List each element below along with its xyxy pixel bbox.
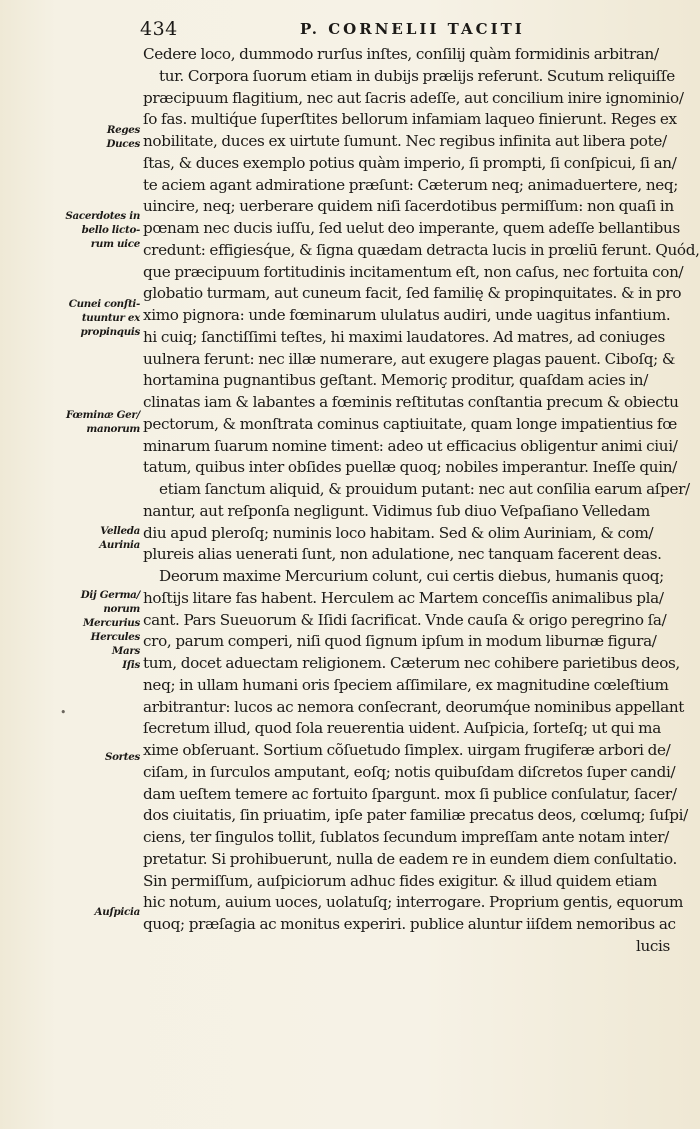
text-line: etiam ſanctum aliquid, & prouidum putant: nec aut conſilia earum aſper/: [159, 480, 690, 498]
text-line: Deorum maxime Mercurium colunt, cui certis diebus, humanis quoq;: [159, 567, 664, 585]
text-line: ſecretum illud, quod ſola reuerentia uident. Auſpicia, ſorteſq; ut qui ma: [143, 719, 661, 738]
text-line: plureis alias uenerati ſunt, non adulatione, nec tanquam facerent deas.: [143, 545, 662, 564]
margin-note-dij-germanorum: [52, 589, 140, 673]
text-line: tatum, quibus inter obſides puellæ quoq; nobiles imperantur. Ineſſe quin/: [143, 458, 677, 477]
margin-line: norum: [103, 603, 140, 615]
text-line: uincire, neq; uerberare quidem niſi ſacerdotibus permiſſum: non quaſi in: [143, 197, 674, 216]
margin-note-cunei: [52, 298, 140, 340]
margin-mark: •: [60, 706, 67, 719]
text-line: cant. Pars Sueuorum & Iſidi ſacrificat. Vnde cauſa & origo peregrino ſa/: [143, 610, 667, 629]
margin-line: manorum: [86, 423, 140, 435]
margin-line: Fœminæ Ger/: [65, 409, 140, 421]
text-line: arbitrantur: lucos ac nemora conſecrant, deorumq́ue nominibus appellant: [143, 697, 685, 716]
margin-note-velleda: [52, 525, 140, 553]
text-line: credunt: effigiesq́ue, & ſigna quædam detracta lucis in prœliū ferunt. Quód,: [143, 240, 700, 259]
text-line: ſo fas. multiq́ue ſuperſtites bellorum infamiam laqueo finierunt. Reges ex: [143, 110, 677, 129]
text-line: xime obſeruant. Sortium cõſuetudo ſimplex. uirgam frugiferæ arbori de/: [143, 741, 671, 759]
text-line: ximo pignora: unde fœminarum ululatus audiri, unde uagitus infantium.: [143, 306, 671, 324]
text-line: nantur, aut reſponſa negligunt. Vidimus ſub diuo Veſpaſiano Velledam: [143, 501, 650, 520]
text-line: globatio turmam, aut cuneum facit, ſed familię & propinquitates. & in pro: [143, 284, 682, 303]
text-line: dos ciuitatis, ſin priuatim, ipſe pater familiæ precatus deos, cœlumq; ſuſpi/: [143, 806, 688, 825]
text-line: te aciem agant admiratione præſunt: Cæterum neq; animaduertere, neq;: [143, 175, 679, 194]
margin-line: Velleda: [100, 525, 140, 537]
text-line: pretatur. Si prohibuerunt, nulla de eadem re in eundem diem conſultatio.: [143, 849, 678, 868]
text-line: hic notum, auium uoces, uolatuſq; interrogare. Proprium gentis, equorum: [143, 893, 684, 912]
running-title: P. CORNELII TACITI: [300, 20, 525, 38]
text-line: hi cuiq; ſanctiſſimi teſtes, hi maximi laudatores. Ad matres, ad coniuges: [143, 327, 665, 346]
catchword: lucis: [635, 936, 670, 955]
margin-line: Auſpicia: [94, 906, 140, 918]
margin-line: bello licto-: [81, 224, 140, 236]
text-line: que præcipuum fortitudinis incitamentum eſt, non caſus, nec fortuita con/: [143, 262, 684, 281]
text-line: Sin permiſſum, auſpiciorum adhuc fides exigitur. & illud quidem etiam: [143, 871, 657, 890]
margin-line: Aurinia: [99, 539, 140, 551]
text-line: præcipuum flagitium, nec aut ſacris adeſſe, aut concilium inire ignominio/: [143, 88, 684, 107]
text-line: pectorum, & monſtrata cominus captiuitate, quam longe impatientius fœ: [143, 414, 677, 433]
body-text: [143, 44, 700, 958]
text-line: cro, parum comperi, niſi quod ſignum ipſum in modum liburnæ figura/: [143, 632, 657, 651]
text-line: tum, docet aduectam religionem. Cæterum nec cohibere parietibus deos,: [143, 654, 680, 672]
margin-line: propinquis: [80, 326, 140, 338]
text-line: neq; in ullam humani oris ſpeciem aſſimilare, ex magnitudine cœleſtium: [143, 675, 669, 694]
margin-line: Mercurius: [82, 617, 140, 629]
text-line: pœnam nec ducis iuſſu, ſed uelut deo imperante, quem adeſſe bellantibus: [143, 219, 680, 237]
margin-line: Duces: [106, 138, 140, 150]
text-line: nobilitate, duces ex uirtute ſumunt. Nec regibus infinita aut libera pote/: [143, 132, 667, 150]
text-line: ciſam, in ſurculos amputant, eoſq; notis quibuſdam diſcretos ſuper candi/: [143, 762, 676, 781]
text-line: tur. Corpora ſuorum etiam in dubijs prælijs referunt. Scutum reliquiſſe: [159, 66, 675, 85]
margin-note-reges-duces: [52, 124, 140, 152]
margin-line: Reges: [106, 124, 140, 136]
text-line: dam ueſtem temere ac fortuito ſpargunt. mox ſi publice conſulatur, ſacer/: [143, 784, 677, 803]
margin-line: Hercules: [90, 631, 140, 643]
margin-line: Sortes: [104, 751, 140, 763]
page-number: 434: [140, 18, 178, 40]
margin-note-foeminae: [52, 409, 140, 437]
margin-line: rum uice: [90, 238, 140, 250]
text-line: hortamina pugnantibus geſtant. Memoriç proditur, quaſdam acies in/: [143, 371, 648, 390]
margin-line: Dij Germa/: [80, 589, 140, 601]
margin-line: Iſis: [122, 659, 140, 671]
text-line: clinatas iam & labantes a fœminis reſtitutas conſtantia precum & obiectu: [143, 393, 679, 411]
margin-note-auspicia: [52, 906, 140, 920]
text-line: hoſtijs litare fas habent. Herculem ac Martem conceſſis animalibus pla/: [143, 588, 664, 607]
page-header: [130, 18, 690, 42]
text-line: ſtas, & duces exemplo potius quàm imperio, ſi prompti, ſi conſpicui, ſi an/: [143, 153, 677, 172]
margin-note-sortes: [52, 751, 140, 765]
text-line: Cedere loco, dummodo rurſus inſtes, conſilij quàm formidinis arbitran/: [143, 45, 659, 63]
text-line: uulnera ferunt: nec illæ numerare, aut exugere plagas pauent. Ciboſq; &: [143, 349, 676, 368]
text-line: quoq; præſagia ac monitus experiri. publice aluntur iiſdem nemoribus ac: [143, 915, 676, 933]
margin-note-sacerdotes: [52, 210, 140, 252]
margin-line: Sacerdotes in: [65, 210, 140, 222]
text-line: ciens, ter ſingulos tollit, ſublatos ſecundum impreſſam ante notam inter/: [143, 828, 669, 846]
text-line: minarum ſuarum nomine timent: adeo ut efficacius obligentur animi ciui/: [143, 436, 678, 455]
margin-line: Mars: [111, 645, 140, 657]
text-line: diu apud pleroſq; numinis loco habitam. Sed & olim Auriniam, & com/: [143, 523, 654, 542]
margin-line: Cunei conſti-: [68, 298, 140, 310]
margin-line: tuuntur ex: [81, 312, 140, 324]
